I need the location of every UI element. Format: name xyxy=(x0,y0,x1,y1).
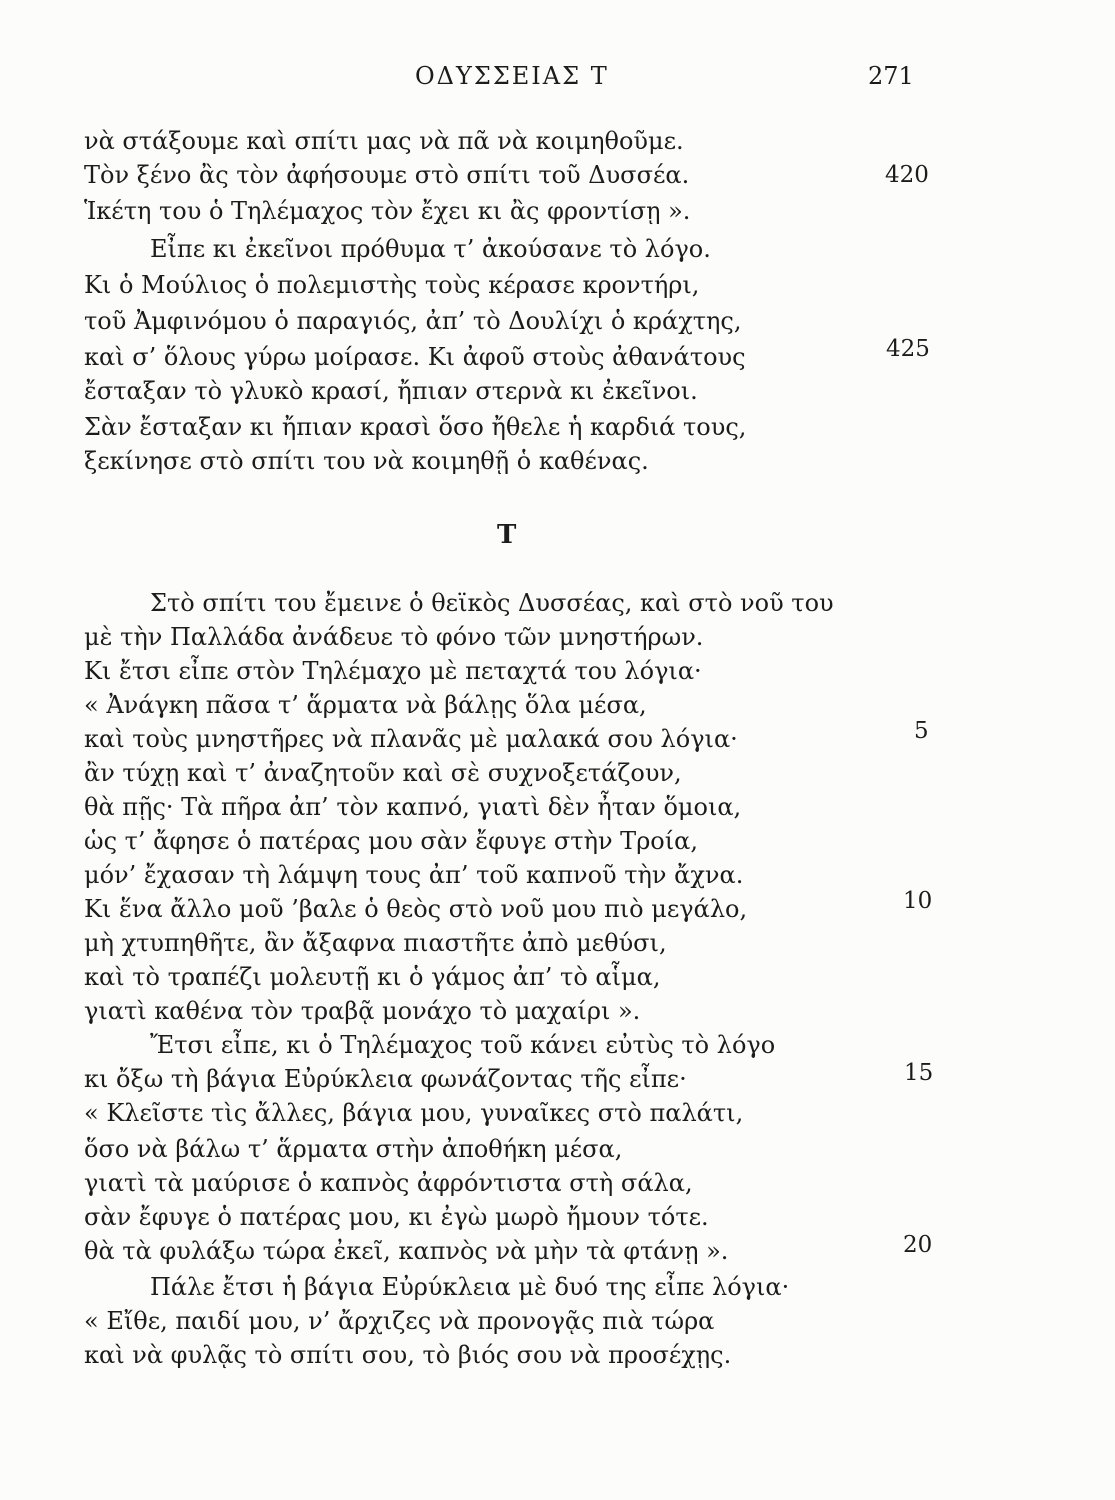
verse-line: τοῦ Ἀμφινόμου ὁ παραγιός, ἀπ’ τὸ Δουλίχι ὁ κράχτης, xyxy=(84,307,742,335)
verse-line: ἔσταξαν τὸ γλυκὸ κρασί, ἤπιαν στερνὰ κι ἐκεῖνοι. xyxy=(84,377,698,405)
verse-line: ὡς τ’ ἄφησε ὁ πατέρας μου σὰν ἔφυγε στὴν Τροία, xyxy=(84,827,698,855)
verse-line: « Ἀνάγκη πᾶσα τ’ ἅρματα νὰ βάλῃς ὅλα μέσα, xyxy=(84,691,647,719)
verse-line: μόν’ ἔχασαν τὴ λάμψη τους ἀπ’ τοῦ καπνοῦ τὴν ἄχνα. xyxy=(84,861,744,889)
page-number: 271 xyxy=(868,62,914,90)
verse-line: Κι ἕνα ἄλλο μοῦ ’βαλε ὁ θεὸς στὸ νοῦ μου πιὸ μεγάλο, xyxy=(84,895,748,923)
verse-line: ξεκίνησε στὸ σπίτι του νὰ κοιμηθῇ ὁ καθένας. xyxy=(84,447,649,475)
verse-line: Ἔτσι εἶπε, κι ὁ Τηλέμαχος τοῦ κάνει εὐτὺς τὸ λόγο xyxy=(150,1031,776,1059)
verse-line: γιατὶ καθένα τὸν τραβᾷ μονάχο τὸ μαχαίρι ». xyxy=(84,997,641,1025)
verse-line: καὶ νὰ φυλᾷς τὸ σπίτι σου, τὸ βιός σου νὰ προσέχῃς. xyxy=(84,1341,732,1369)
verse-line: θὰ τὰ φυλάξω τώρα ἐκεῖ, καπνὸς νὰ μὴν τὰ φτάνῃ ». xyxy=(84,1237,729,1265)
verse-line: μὴ χτυπηθῆτε, ἂν ἄξαφνα πιαστῆτε ἀπὸ μεθύσι, xyxy=(84,929,667,957)
line-number: 420 xyxy=(885,162,929,188)
verse-line: « Εἴθε, παιδί μου, ν’ ἄρχιζες νὰ προνογᾷς πιὰ τώρα xyxy=(84,1307,715,1335)
verse-line: καὶ τοὺς μνηστῆρες νὰ πλανᾶς μὲ μαλακά σου λόγια· xyxy=(84,725,738,753)
verse-line: σὰν ἔφυγε ὁ πατέρας μου, κι ἐγὼ μωρὸ ἤμουν τότε. xyxy=(84,1203,709,1231)
verse-line: Κι ὁ Μούλιος ὁ πολεμιστὴς τοὺς κέρασε κροντήρι, xyxy=(84,271,700,299)
verse-line: Σὰν ἔσταξαν κι ἤπιαν κρασὶ ὅσο ἤθελε ἡ καρδιά τους, xyxy=(84,413,747,441)
running-title: ΟΔΥΣΣΕΙΑΣ Τ xyxy=(415,62,609,90)
verse-line: ὅσο νὰ βάλω τ’ ἅρματα στὴν ἀποθήκη μέσα, xyxy=(84,1135,623,1163)
verse-line: Στὸ σπίτι του ἔμεινε ὁ θεϊκὸς Δυσσέας, καὶ στὸ νοῦ του xyxy=(150,589,834,617)
line-number: 10 xyxy=(903,888,933,914)
book-heading: Τ xyxy=(497,520,517,550)
verse-line: « Κλεῖστε τὶς ἄλλες, βάγια μου, γυναῖκες στὸ παλάτι, xyxy=(84,1099,744,1127)
line-number: 5 xyxy=(914,718,929,744)
verse-line: θὰ πῇς· Τὰ πῆρα ἀπ’ τὸν καπνό, γιατὶ δὲν ἦταν ὅμοια, xyxy=(84,793,742,821)
verse-line: νὰ στάξουμε καὶ σπίτι μας νὰ πᾶ νὰ κοιμηθοῦμε. xyxy=(84,127,684,155)
verse-line: Κι ἔτσι εἶπε στὸν Τηλέμαχο μὲ πεταχτά του λόγια· xyxy=(84,657,702,685)
line-number: 15 xyxy=(904,1060,934,1086)
verse-line: Ἱκέτη του ὁ Τηλέμαχος τὸν ἔχει κι ἂς φροντίσῃ ». xyxy=(84,197,691,225)
verse-line: Τὸν ξένο ἂς τὸν ἀφήσουμε στὸ σπίτι τοῦ Δυσσέα. xyxy=(84,161,690,189)
verse-line: κι ὄξω τὴ βάγια Εὐρύκλεια φωνάζοντας τῆς εἶπε· xyxy=(84,1065,687,1093)
verse-line: μὲ τὴν Παλλάδα ἀνάδευε τὸ φόνο τῶν μνηστήρων. xyxy=(84,623,704,651)
line-number: 425 xyxy=(886,336,930,362)
verse-line: καὶ σ’ ὅλους γύρω μοίρασε. Κι ἀφοῦ στοὺς ἀθανάτους xyxy=(84,343,746,371)
verse-line: ἂν τύχῃ καὶ τ’ ἀναζητοῦν καὶ σὲ συχνοξετάζουν, xyxy=(84,759,682,787)
verse-line: καὶ τὸ τραπέζι μολευτῇ κι ὁ γάμος ἀπ’ τὸ αἷμα, xyxy=(84,963,661,991)
line-number: 20 xyxy=(903,1232,933,1258)
verse-line: Εἶπε κι ἐκεῖνοι πρόθυμα τ’ ἀκούσανε τὸ λόγο. xyxy=(150,235,711,263)
verse-line: γιατὶ τὰ μαύρισε ὁ καπνὸς ἀφρόντιστα στὴ σάλα, xyxy=(84,1169,693,1197)
verse-line: Πάλε ἔτσι ἡ βάγια Εὐρύκλεια μὲ δυό της εἶπε λόγια· xyxy=(150,1273,790,1301)
